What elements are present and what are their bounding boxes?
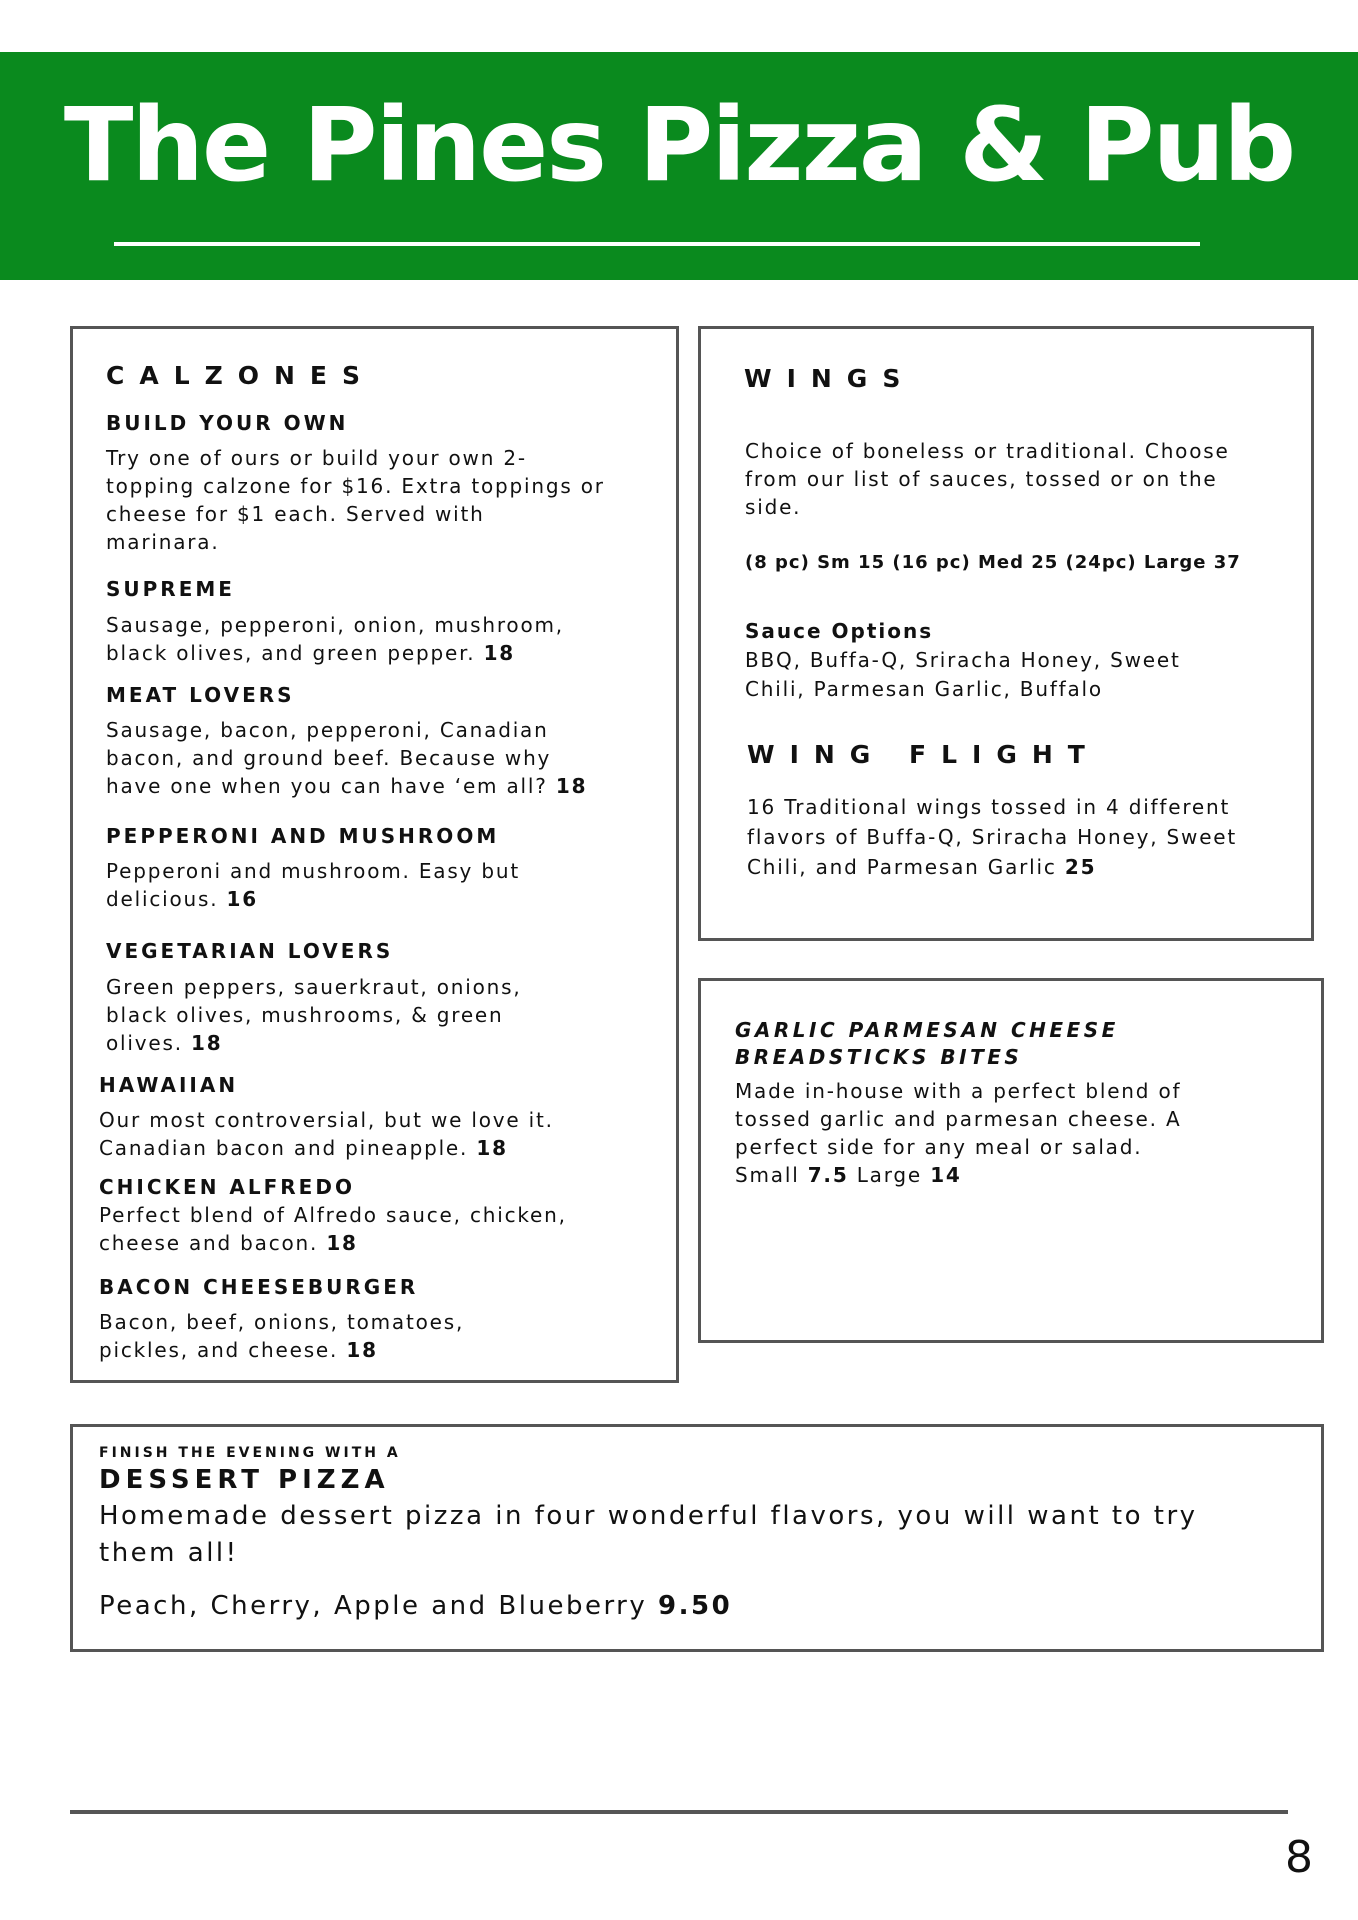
- menu-item-description: Perfect blend of Alfredo sauce, chicken, cheese and bacon. 18: [99, 1203, 567, 1255]
- menu-item-description: Green peppers, sauerkraut, onions, black olives, mushrooms, & green olives. 18: [106, 975, 522, 1055]
- wing-flight-heading: WING FLIGHT: [747, 740, 1100, 769]
- header-divider: [114, 242, 1200, 246]
- menu-item-description: Sausage, bacon, pepperoni, Canadian bacon, and ground beef. Because why have one when you can have ‘em all? 18: [106, 718, 588, 798]
- menu-item-description: Pepperoni and mushroom. Easy but delicious. 16: [106, 859, 520, 911]
- wing-flight-price: 25: [1064, 855, 1097, 879]
- menu-item-description: Sausage, pepperoni, onion, mushroom, black olives, and green pepper. 18: [106, 613, 564, 665]
- menu-item-price: 18: [555, 774, 588, 798]
- menu-item-description: Try one of ours or build your own 2-topping calzone for $16. Extra toppings or cheese for $1 each. Served with marinara.: [106, 446, 605, 554]
- menu-item-price: 18: [346, 1338, 378, 1362]
- menu-item-price: 16: [226, 887, 258, 911]
- breadsticks-heading: GARLIC PARMESAN CHEESE BREADSTICKS BITES: [735, 1018, 1119, 1069]
- sauce-options-heading: Sauce Options: [745, 619, 934, 643]
- calzones-heading: CALZONES: [106, 361, 376, 390]
- dessert-kicker: FINISH THE EVENING WITH A: [99, 1445, 401, 1461]
- footer-divider: [70, 1810, 1288, 1814]
- dessert-flavors: Peach, Cherry, Apple and Blueberry 9.50: [99, 1591, 733, 1621]
- wings-heading: WINGS: [744, 364, 916, 393]
- restaurant-title: The Pines Pizza & Pub: [63, 86, 1295, 205]
- menu-item-price: 18: [326, 1231, 358, 1255]
- dessert-price: 9.50: [658, 1591, 733, 1621]
- dessert-heading: DESSERT PIZZA: [99, 1465, 390, 1495]
- menu-item-title: CHICKEN ALFREDO: [99, 1175, 355, 1199]
- menu-item-title: SUPREME: [106, 577, 235, 601]
- wing-flight-description: 16 Traditional wings tossed in 4 different flavors of Buffa-Q, Sriracha Honey, Sweet Chili, and Parmesan Garlic 25: [747, 795, 1238, 879]
- menu-item-title: BACON CHEESEBURGER: [99, 1275, 419, 1299]
- menu-item-title: MEAT LOVERS: [106, 683, 295, 707]
- page-number: 8: [1285, 1832, 1313, 1883]
- sauce-options-list: BBQ, Buffa-Q, Sriracha Honey, Sweet Chili, Parmesan Garlic, Buffalo: [745, 648, 1181, 701]
- breadsticks-large-price: 14: [930, 1163, 962, 1187]
- menu-item-title: VEGETARIAN LOVERS: [106, 939, 394, 963]
- wings-sizes: (8 pc) Sm 15 (16 pc) Med 25 (24pc) Large 37: [745, 552, 1241, 573]
- breadsticks-large-label: Large: [856, 1163, 923, 1187]
- menu-item-title: BUILD YOUR OWN: [106, 411, 349, 435]
- dessert-description: Homemade dessert pizza in four wonderful flavors, you will want to try them all!: [99, 1501, 1198, 1568]
- breadsticks-small-price: 7.5: [807, 1163, 849, 1187]
- menu-item-title: HAWAIIAN: [99, 1073, 239, 1097]
- wings-description: Choice of boneless or traditional. Choose from our list of sauces, tossed or on the side.: [745, 439, 1230, 519]
- menu-item-price: 18: [191, 1031, 223, 1055]
- menu-item-title: PEPPERONI AND MUSHROOM: [106, 824, 500, 848]
- menu-item-price: 18: [476, 1136, 508, 1160]
- menu-item-description: Our most controversial, but we love it. Canadian bacon and pineapple. 18: [99, 1108, 554, 1160]
- menu-item-price: 18: [483, 641, 516, 665]
- menu-item-description: Bacon, beef, onions, tomatoes, pickles, and cheese. 18: [99, 1310, 465, 1362]
- breadsticks-description: Made in-house with a perfect blend of tossed garlic and parmesan cheese. A perfect side for any meal or salad. Small 7.5 Large 14: [735, 1079, 1182, 1187]
